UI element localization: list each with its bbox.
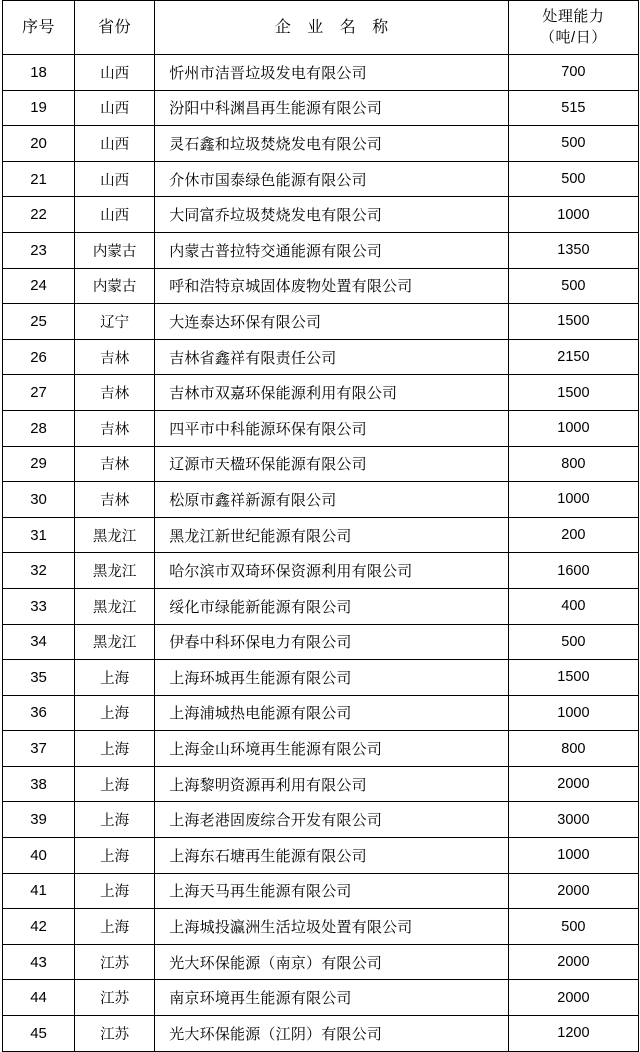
table-row	[3, 339, 639, 375]
cell-province: 辽宁	[75, 304, 155, 340]
cell-enterprise-name: 伊春中科环保电力有限公司	[155, 624, 509, 660]
cell-index: 43	[3, 944, 75, 980]
table-row	[3, 517, 639, 553]
table-header	[3, 1, 639, 55]
cell-province: 山西	[75, 90, 155, 126]
cell-province: 上海	[75, 695, 155, 731]
table-row	[3, 375, 639, 411]
cell-province: 吉林	[75, 446, 155, 482]
cell-enterprise-name: 上海天马再生能源有限公司	[155, 873, 509, 909]
cell-province: 上海	[75, 873, 155, 909]
cell-capacity: 500	[508, 126, 638, 162]
cell-province: 上海	[75, 660, 155, 696]
cell-enterprise-name: 南京环境再生能源有限公司	[155, 980, 509, 1016]
table-row	[3, 980, 639, 1016]
cell-enterprise-name: 上海金山环境再生能源有限公司	[155, 731, 509, 767]
cell-enterprise-name: 松原市鑫祥新源有限公司	[155, 482, 509, 518]
cell-province: 黑龙江	[75, 553, 155, 589]
cell-index: 36	[3, 695, 75, 731]
cell-index: 18	[3, 55, 75, 91]
cell-index: 37	[3, 731, 75, 767]
table-row	[3, 197, 639, 233]
cell-province: 江苏	[75, 980, 155, 1016]
cell-capacity: 1500	[508, 304, 638, 340]
cell-province: 吉林	[75, 482, 155, 518]
cell-enterprise-name: 上海城投瀛洲生活垃圾处置有限公司	[155, 909, 509, 945]
waste-incineration-enterprise-table	[2, 0, 639, 1052]
cell-province: 黑龙江	[75, 588, 155, 624]
cell-capacity: 2150	[508, 339, 638, 375]
cell-index: 32	[3, 553, 75, 589]
column-header-province: 省份	[75, 1, 155, 55]
cell-index: 41	[3, 873, 75, 909]
table-row	[3, 126, 639, 162]
cell-province: 内蒙古	[75, 232, 155, 268]
cell-enterprise-name: 哈尔滨市双琦环保资源利用有限公司	[155, 553, 509, 589]
cell-capacity: 2000	[508, 980, 638, 1016]
table-row	[3, 232, 639, 268]
cell-capacity: 1350	[508, 232, 638, 268]
cell-enterprise-name: 汾阳中科渊昌再生能源有限公司	[155, 90, 509, 126]
table-row	[3, 873, 639, 909]
cell-enterprise-name: 辽源市天楹环保能源有限公司	[155, 446, 509, 482]
cell-province: 黑龙江	[75, 624, 155, 660]
cell-capacity: 1000	[508, 695, 638, 731]
table-row	[3, 944, 639, 980]
table-body	[3, 55, 639, 1052]
cell-enterprise-name: 上海环城再生能源有限公司	[155, 660, 509, 696]
cell-province: 上海	[75, 731, 155, 767]
cell-index: 34	[3, 624, 75, 660]
table-row	[3, 731, 639, 767]
cell-province: 吉林	[75, 339, 155, 375]
cell-enterprise-name: 灵石鑫和垃圾焚烧发电有限公司	[155, 126, 509, 162]
cell-index: 20	[3, 126, 75, 162]
cell-province: 上海	[75, 838, 155, 874]
table-row	[3, 588, 639, 624]
cell-province: 江苏	[75, 1016, 155, 1052]
cell-province: 山西	[75, 126, 155, 162]
cell-capacity: 800	[508, 446, 638, 482]
cell-capacity: 1500	[508, 375, 638, 411]
cell-capacity: 515	[508, 90, 638, 126]
cell-capacity: 1500	[508, 660, 638, 696]
cell-province: 上海	[75, 802, 155, 838]
cell-index: 23	[3, 232, 75, 268]
cell-capacity: 500	[508, 161, 638, 197]
table-row	[3, 838, 639, 874]
cell-enterprise-name: 大同富乔垃圾焚烧发电有限公司	[155, 197, 509, 233]
cell-province: 山西	[75, 197, 155, 233]
table-row	[3, 695, 639, 731]
cell-capacity: 1000	[508, 482, 638, 518]
table-row	[3, 624, 639, 660]
table-row	[3, 660, 639, 696]
cell-enterprise-name: 光大环保能源（南京）有限公司	[155, 944, 509, 980]
cell-enterprise-name: 呼和浩特京城固体废物处置有限公司	[155, 268, 509, 304]
cell-index: 25	[3, 304, 75, 340]
cell-index: 45	[3, 1016, 75, 1052]
cell-enterprise-name: 上海老港固废综合开发有限公司	[155, 802, 509, 838]
cell-index: 22	[3, 197, 75, 233]
cell-capacity: 800	[508, 731, 638, 767]
cell-index: 39	[3, 802, 75, 838]
cell-enterprise-name: 忻州市洁晋垃圾发电有限公司	[155, 55, 509, 91]
cell-index: 28	[3, 410, 75, 446]
cell-enterprise-name: 绥化市绿能新能源有限公司	[155, 588, 509, 624]
cell-index: 42	[3, 909, 75, 945]
table-row	[3, 304, 639, 340]
cell-province: 山西	[75, 55, 155, 91]
cell-index: 21	[3, 161, 75, 197]
cell-capacity: 1000	[508, 838, 638, 874]
cell-capacity: 500	[508, 624, 638, 660]
cell-capacity: 3000	[508, 802, 638, 838]
cell-enterprise-name: 介休市国泰绿色能源有限公司	[155, 161, 509, 197]
cell-enterprise-name: 光大环保能源（江阴）有限公司	[155, 1016, 509, 1052]
table-row	[3, 766, 639, 802]
table-row	[3, 1016, 639, 1052]
cell-index: 31	[3, 517, 75, 553]
table-row	[3, 802, 639, 838]
cell-capacity: 1600	[508, 553, 638, 589]
cell-enterprise-name: 黑龙江新世纪能源有限公司	[155, 517, 509, 553]
column-header-capacity	[508, 1, 638, 55]
cell-province: 吉林	[75, 410, 155, 446]
cell-province: 山西	[75, 161, 155, 197]
table-row	[3, 410, 639, 446]
cell-index: 33	[3, 588, 75, 624]
column-header-enterprise-name: 企 业 名 称	[155, 1, 509, 55]
cell-province: 黑龙江	[75, 517, 155, 553]
cell-index: 30	[3, 482, 75, 518]
cell-province: 内蒙古	[75, 268, 155, 304]
table-row	[3, 482, 639, 518]
cell-capacity: 400	[508, 588, 638, 624]
capacity-header-line-2: （吨/日）	[540, 28, 607, 46]
cell-index: 44	[3, 980, 75, 1016]
table-row	[3, 268, 639, 304]
table-row	[3, 55, 639, 91]
cell-enterprise-name: 上海黎明资源再利用有限公司	[155, 766, 509, 802]
cell-enterprise-name: 上海东石塘再生能源有限公司	[155, 838, 509, 874]
cell-capacity: 1200	[508, 1016, 638, 1052]
cell-province: 吉林	[75, 375, 155, 411]
cell-capacity: 1000	[508, 197, 638, 233]
cell-index: 40	[3, 838, 75, 874]
cell-province: 上海	[75, 766, 155, 802]
cell-capacity: 1000	[508, 410, 638, 446]
table-row	[3, 90, 639, 126]
cell-index: 27	[3, 375, 75, 411]
cell-capacity: 2000	[508, 873, 638, 909]
cell-capacity: 500	[508, 268, 638, 304]
cell-capacity: 700	[508, 55, 638, 91]
cell-province: 江苏	[75, 944, 155, 980]
table-row	[3, 909, 639, 945]
table-row	[3, 446, 639, 482]
capacity-header-line-1: 处理能力	[542, 8, 605, 26]
cell-capacity: 500	[508, 909, 638, 945]
cell-capacity: 200	[508, 517, 638, 553]
table-row	[3, 161, 639, 197]
cell-province: 上海	[75, 909, 155, 945]
cell-index: 35	[3, 660, 75, 696]
cell-enterprise-name: 四平市中科能源环保有限公司	[155, 410, 509, 446]
cell-index: 29	[3, 446, 75, 482]
cell-index: 38	[3, 766, 75, 802]
table-header-row	[3, 1, 639, 55]
cell-capacity: 2000	[508, 766, 638, 802]
cell-enterprise-name: 吉林市双嘉环保能源利用有限公司	[155, 375, 509, 411]
cell-index: 24	[3, 268, 75, 304]
cell-index: 26	[3, 339, 75, 375]
cell-enterprise-name: 上海浦城热电能源有限公司	[155, 695, 509, 731]
cell-enterprise-name: 大连泰达环保有限公司	[155, 304, 509, 340]
cell-enterprise-name: 吉林省鑫祥有限责任公司	[155, 339, 509, 375]
cell-enterprise-name: 内蒙古普拉特交通能源有限公司	[155, 232, 509, 268]
cell-capacity: 2000	[508, 944, 638, 980]
cell-index: 19	[3, 90, 75, 126]
column-header-index: 序号	[3, 1, 75, 55]
table-row	[3, 553, 639, 589]
